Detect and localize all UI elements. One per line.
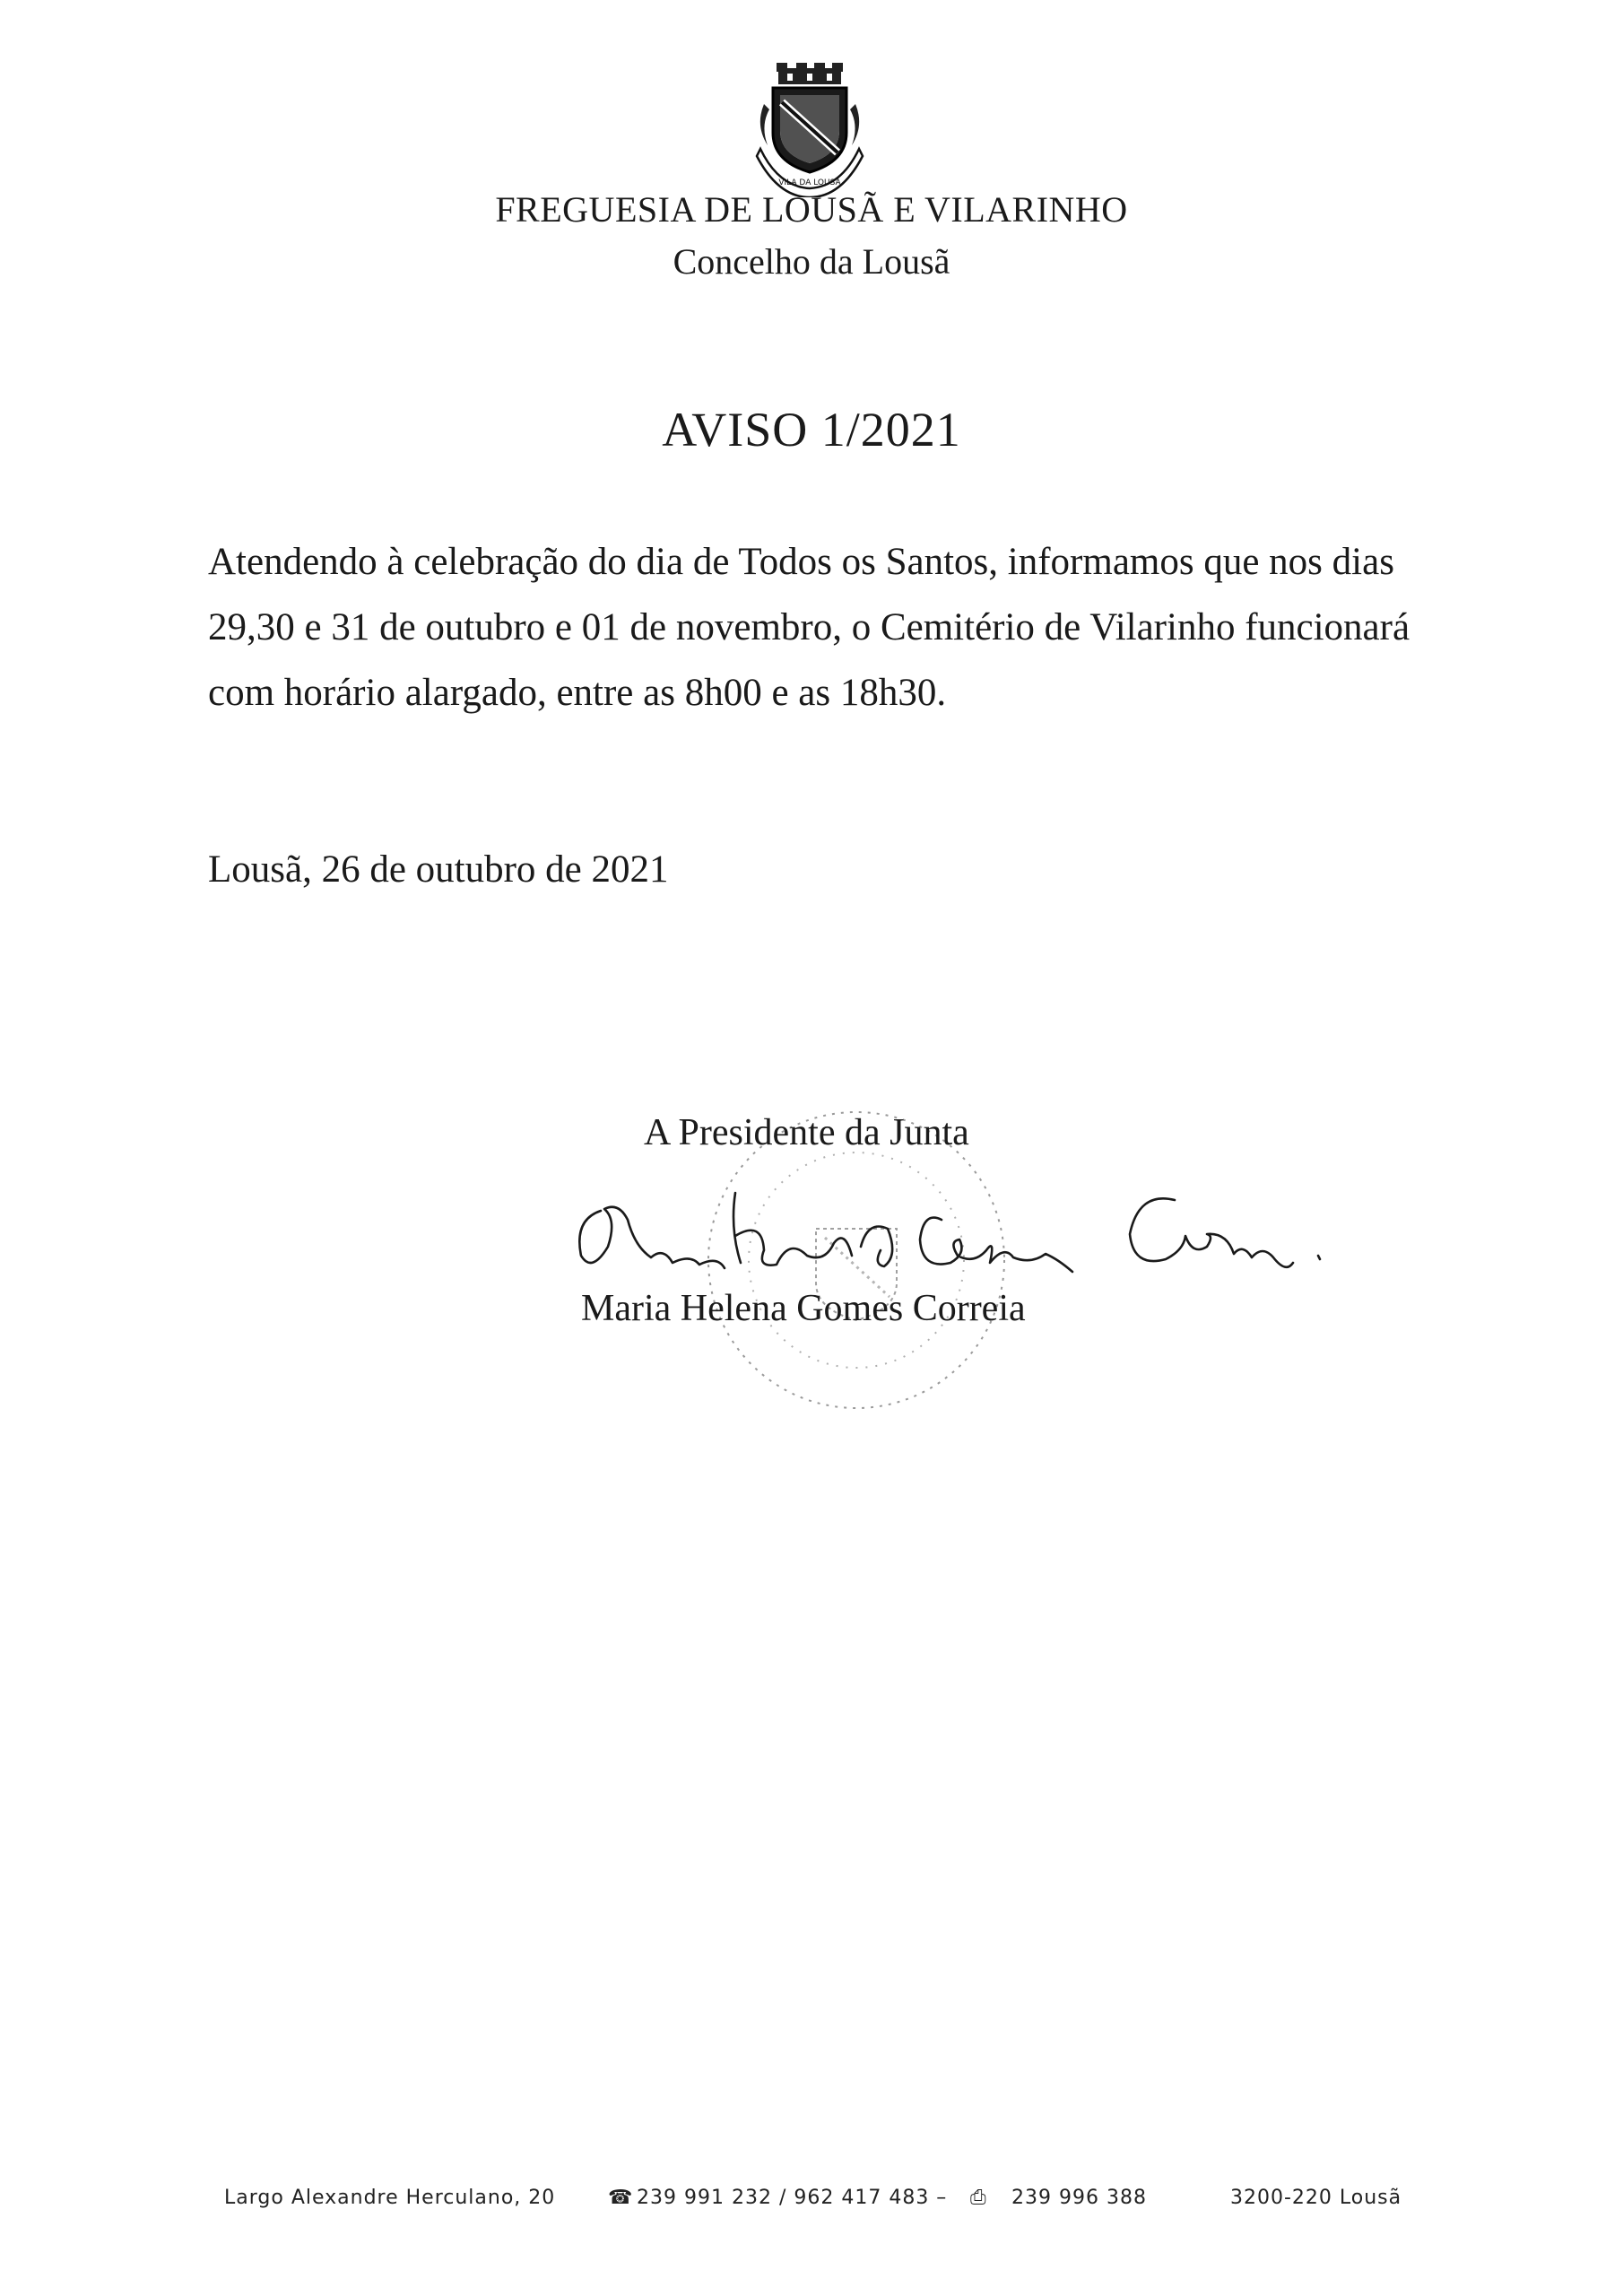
coat-of-arms-icon (751, 63, 868, 197)
signature-block (502, 1076, 1354, 1435)
organization-name: FREGUESIA DE LOUSÃ E VILARINHO (495, 189, 1128, 230)
crest-ribbon-text: VILA DA LOUSÃ (778, 178, 841, 187)
notice-body-line: com horário alargado, entre as 8h00 e as 18h30. (208, 672, 947, 714)
footer-phone-numbers: 239 991 232 / 962 417 483 – (637, 2187, 948, 2209)
notice-body-line: Atendendo à celebração do dia de Todos os Santos, informamos que nos dias (208, 541, 1394, 583)
signatory-name: Maria Helena Gomes Correia (581, 1288, 1026, 1329)
handwritten-signature-icon (565, 1157, 1354, 1300)
footer-postal-code: 3200-220 Lousã (1230, 2187, 1402, 2209)
footer-fax-number: 239 996 388 (1011, 2187, 1147, 2209)
notice-body (208, 529, 1428, 726)
phone-icon: ☎ (608, 2187, 634, 2209)
municipality-name: Concelho da Lousã (673, 241, 950, 282)
signatory-role: A Presidente da Junta (644, 1112, 969, 1153)
footer-address: Largo Alexandre Herculano, 20 (224, 2187, 556, 2209)
fax-icon: ⎙ (970, 2187, 987, 2209)
notice-title: AVISO 1/2021 (662, 403, 961, 457)
notice-body-line: 29,30 e 31 de outubro e 01 de novembro, o Cemitério de Vilarinho funcionará (208, 606, 1410, 648)
place-and-date: Lousã, 26 de outubro de 2021 (208, 848, 669, 891)
